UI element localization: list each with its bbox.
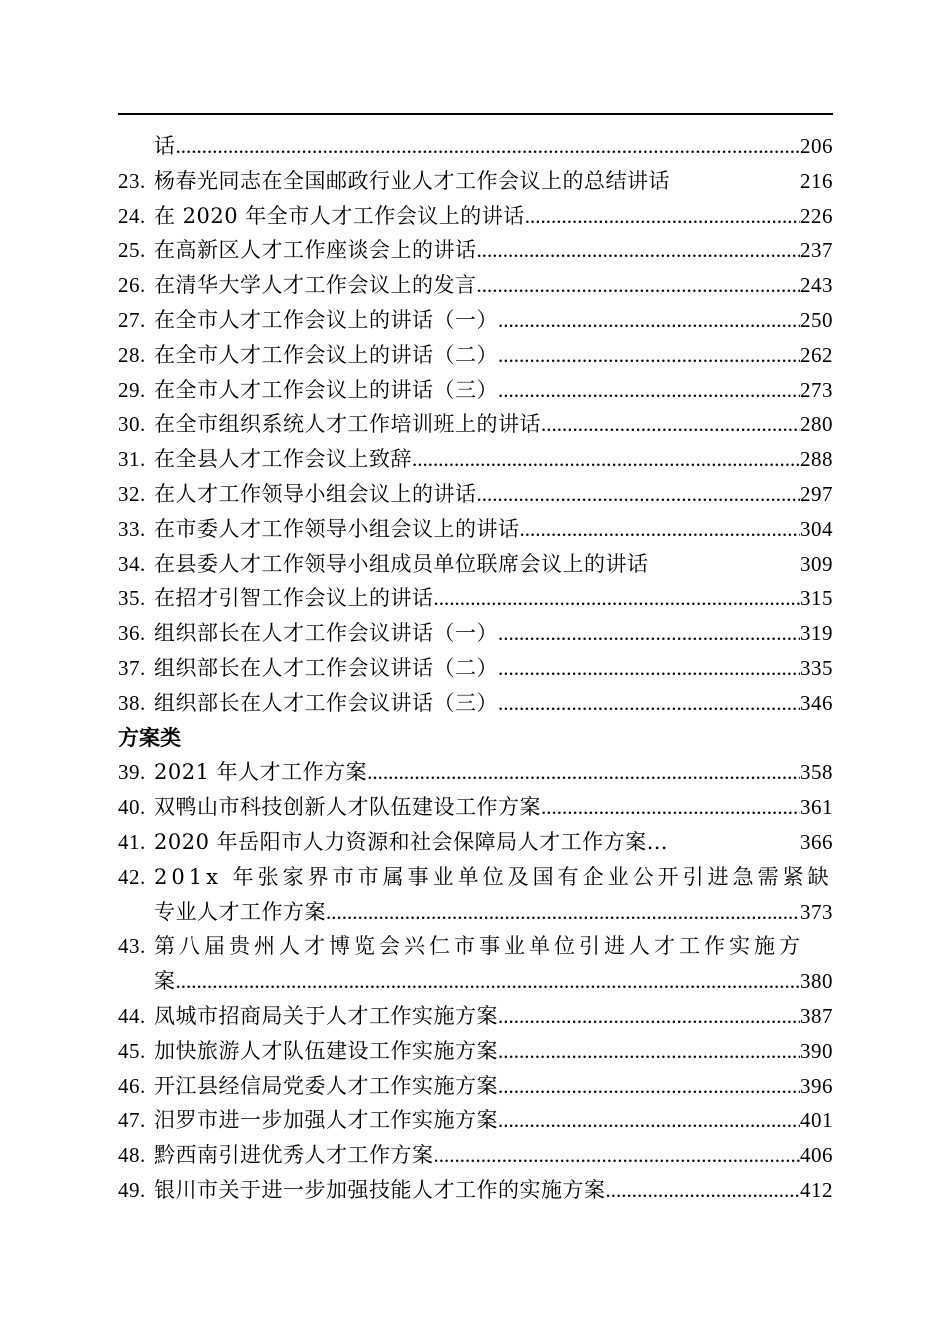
page-number: 297 bbox=[800, 481, 833, 506]
page-number: 273 bbox=[800, 377, 833, 402]
entry-title: 第八届贵州人才博览会兴仁市事业单位引进人才工作实施方 bbox=[154, 934, 804, 959]
toc-entry[interactable] bbox=[118, 687, 833, 722]
entry-number: 44. bbox=[118, 1003, 146, 1028]
entry-number: 45. bbox=[118, 1038, 146, 1063]
entry-number: 47. bbox=[118, 1108, 146, 1133]
dot-leader bbox=[498, 691, 800, 716]
dot-leader bbox=[477, 238, 801, 263]
toc-entry[interactable] bbox=[118, 930, 833, 965]
page-number: 309 bbox=[800, 551, 833, 576]
page-number: 387 bbox=[800, 1003, 833, 1028]
entry-number: 26. bbox=[118, 273, 146, 298]
toc-entry[interactable] bbox=[118, 861, 833, 896]
page-number: 319 bbox=[800, 621, 833, 646]
dot-leader bbox=[176, 969, 801, 994]
dot-leader bbox=[477, 482, 801, 507]
page-number: 396 bbox=[800, 1073, 833, 1098]
entry-title: 双鸭山市科技创新人才队伍建设工作方案 bbox=[154, 795, 541, 820]
entry-title: 在高新区人才工作座谈会上的讲话 bbox=[154, 238, 477, 263]
entry-title: 组织部长在人才工作会议讲话（二） bbox=[154, 655, 498, 680]
entry-title: 在全市组织系统人才工作培训班上的讲话 bbox=[154, 412, 541, 437]
toc-entry[interactable] bbox=[118, 339, 833, 374]
toc-entry[interactable] bbox=[118, 1104, 833, 1139]
entry-number: 42. bbox=[118, 864, 146, 889]
toc-entry[interactable] bbox=[118, 130, 833, 165]
dot-leader bbox=[498, 656, 800, 681]
entry-number: 27. bbox=[118, 307, 146, 332]
toc-entry[interactable] bbox=[118, 582, 833, 617]
toc-group-plans bbox=[118, 756, 833, 1208]
dot-leader bbox=[412, 447, 800, 472]
dot-leader bbox=[176, 134, 801, 159]
entry-title: 在人才工作领导小组会议上的讲话 bbox=[154, 481, 477, 506]
entry-number: 37. bbox=[118, 655, 146, 680]
entry-number: 28. bbox=[118, 342, 146, 367]
dot-leader bbox=[520, 517, 801, 542]
toc-entry[interactable] bbox=[118, 513, 833, 548]
page-number: 250 bbox=[800, 307, 833, 332]
entry-title: 在市委人才工作领导小组会议上的讲话 bbox=[154, 516, 520, 541]
toc-entry[interactable] bbox=[118, 200, 833, 235]
entry-ellipsis: … bbox=[646, 829, 669, 854]
toc-entry[interactable] bbox=[118, 548, 833, 583]
entry-number: 38. bbox=[118, 690, 146, 715]
toc-entry[interactable] bbox=[118, 756, 833, 791]
entry-title: 组织部长在人才工作会议讲话（三） bbox=[154, 690, 498, 715]
entry-title: 凤城市招商局关于人才工作实施方案 bbox=[154, 1003, 498, 1028]
entry-number: 43. bbox=[118, 934, 146, 959]
toc-entry[interactable] bbox=[118, 1174, 833, 1209]
dot-leader bbox=[477, 273, 801, 298]
entry-title: 组织部长在人才工作会议讲话（一） bbox=[154, 621, 498, 646]
table-of-contents bbox=[118, 130, 833, 1209]
toc-entry[interactable] bbox=[118, 617, 833, 652]
entry-title: 201x 年张家界市市属事业单位及国有企业公开引进急需紧缺 bbox=[154, 864, 833, 889]
dot-leader bbox=[326, 900, 800, 925]
page-number: 358 bbox=[800, 760, 833, 785]
toc-group-speeches bbox=[118, 130, 833, 722]
entry-title: 在全市人才工作会议上的讲话（二） bbox=[154, 342, 498, 367]
entry-title: 在县委人才工作领导小组成员单位联席会议上的讲话 bbox=[154, 551, 649, 576]
toc-entry[interactable] bbox=[118, 1000, 833, 1035]
entry-title: 银川市关于进一步加强技能人才工作的实施方案 bbox=[154, 1177, 606, 1202]
dot-leader bbox=[541, 412, 800, 437]
entry-number: 33. bbox=[118, 516, 146, 541]
page-number: 304 bbox=[800, 516, 833, 541]
entry-number: 40. bbox=[118, 795, 146, 820]
page-number: 243 bbox=[800, 273, 833, 298]
entry-title: 汨罗市进一步加强人才工作实施方案 bbox=[154, 1108, 498, 1133]
entry-number: 39. bbox=[118, 760, 146, 785]
dot-leader bbox=[367, 760, 800, 785]
page-number: 315 bbox=[800, 586, 833, 611]
toc-entry[interactable] bbox=[118, 1070, 833, 1105]
entry-number: 35. bbox=[118, 586, 146, 611]
page-number: 390 bbox=[800, 1038, 833, 1063]
entry-title: 在招才引智工作会议上的讲话 bbox=[154, 586, 434, 611]
dot-leader bbox=[498, 1108, 800, 1133]
dot-leader bbox=[498, 621, 800, 646]
toc-entry[interactable] bbox=[118, 652, 833, 687]
entry-number: 29. bbox=[118, 377, 146, 402]
entry-title: 在 2020 年全市人才工作会议上的讲话 bbox=[154, 203, 525, 228]
entry-title: 专业人才工作方案 bbox=[154, 899, 326, 924]
entry-title: 杨春光同志在全国邮政行业人才工作会议上的总结讲话 bbox=[154, 168, 670, 193]
entry-title: 2021 年人才工作方案 bbox=[154, 760, 368, 785]
toc-entry[interactable] bbox=[118, 408, 833, 443]
entry-title: 加快旅游人才队伍建设工作实施方案 bbox=[154, 1038, 498, 1063]
page-number: 412 bbox=[800, 1177, 833, 1202]
entry-title: 2020 年岳阳市人力资源和社会保障局人才工作方案 bbox=[154, 829, 647, 854]
entry-title: 开江县经信局党委人才工作实施方案 bbox=[154, 1073, 498, 1098]
toc-entry[interactable] bbox=[118, 965, 833, 1000]
toc-entry[interactable] bbox=[118, 896, 833, 931]
entry-title: 在全县人才工作会议上致辞 bbox=[154, 447, 412, 472]
page-number: 288 bbox=[800, 447, 833, 472]
dot-leader bbox=[498, 1039, 800, 1064]
toc-entry[interactable] bbox=[118, 478, 833, 513]
page-number: 373 bbox=[800, 899, 833, 924]
page-number: 216 bbox=[800, 168, 833, 193]
page-number: 226 bbox=[800, 203, 833, 228]
page-number: 280 bbox=[800, 412, 833, 437]
entry-number: 49. bbox=[118, 1177, 146, 1202]
dot-leader bbox=[606, 1178, 801, 1203]
page-number: 361 bbox=[800, 795, 833, 820]
dot-leader bbox=[498, 378, 800, 403]
entry-number: 30. bbox=[118, 412, 146, 437]
section-heading: 方案类 bbox=[118, 725, 181, 750]
page-number: 366 bbox=[800, 829, 833, 854]
page-number: 406 bbox=[800, 1143, 833, 1168]
page-number: 237 bbox=[800, 238, 833, 263]
dot-leader bbox=[541, 795, 800, 820]
toc-entry[interactable] bbox=[118, 1139, 833, 1174]
page-number: 346 bbox=[800, 690, 833, 715]
dot-leader bbox=[434, 586, 801, 611]
toc-entry[interactable] bbox=[118, 443, 833, 478]
entry-title: 案 bbox=[154, 969, 176, 994]
page-number: 206 bbox=[800, 134, 833, 158]
entry-number: 25. bbox=[118, 238, 146, 263]
entry-number: 24. bbox=[118, 203, 146, 228]
toc-entry[interactable] bbox=[118, 826, 833, 861]
dot-leader bbox=[498, 1004, 800, 1029]
toc-entry[interactable] bbox=[118, 374, 833, 409]
entry-title: 话 bbox=[154, 134, 176, 158]
toc-entry[interactable] bbox=[118, 791, 833, 826]
entry-number: 23. bbox=[118, 168, 146, 193]
toc-entry[interactable] bbox=[118, 165, 833, 200]
dot-leader bbox=[498, 308, 800, 333]
dot-leader bbox=[498, 1074, 800, 1099]
page-number: 335 bbox=[800, 655, 833, 680]
header-rule bbox=[118, 113, 833, 115]
entry-number: 41. bbox=[118, 829, 146, 854]
entry-number: 46. bbox=[118, 1073, 146, 1098]
dot-leader bbox=[525, 204, 800, 229]
toc-entry[interactable] bbox=[118, 234, 833, 269]
entry-number: 48. bbox=[118, 1143, 146, 1168]
entry-title: 在清华大学人才工作会议上的发言 bbox=[154, 273, 477, 298]
entry-title: 黔西南引进优秀人才工作方案 bbox=[154, 1143, 434, 1168]
page-number: 401 bbox=[800, 1108, 833, 1133]
entry-title: 在全市人才工作会议上的讲话（一） bbox=[154, 307, 498, 332]
entry-title: 在全市人才工作会议上的讲话（三） bbox=[154, 377, 498, 402]
toc-entry[interactable] bbox=[118, 269, 833, 304]
entry-number: 31. bbox=[118, 447, 146, 472]
entry-number: 36. bbox=[118, 621, 146, 646]
dot-leader bbox=[434, 1143, 801, 1168]
toc-entry[interactable] bbox=[118, 1035, 833, 1070]
entry-number: 34. bbox=[118, 551, 146, 576]
page-number: 380 bbox=[800, 969, 833, 994]
toc-entry[interactable] bbox=[118, 304, 833, 339]
entry-number: 32. bbox=[118, 481, 146, 506]
dot-leader bbox=[498, 343, 800, 368]
page-number: 262 bbox=[800, 342, 833, 367]
